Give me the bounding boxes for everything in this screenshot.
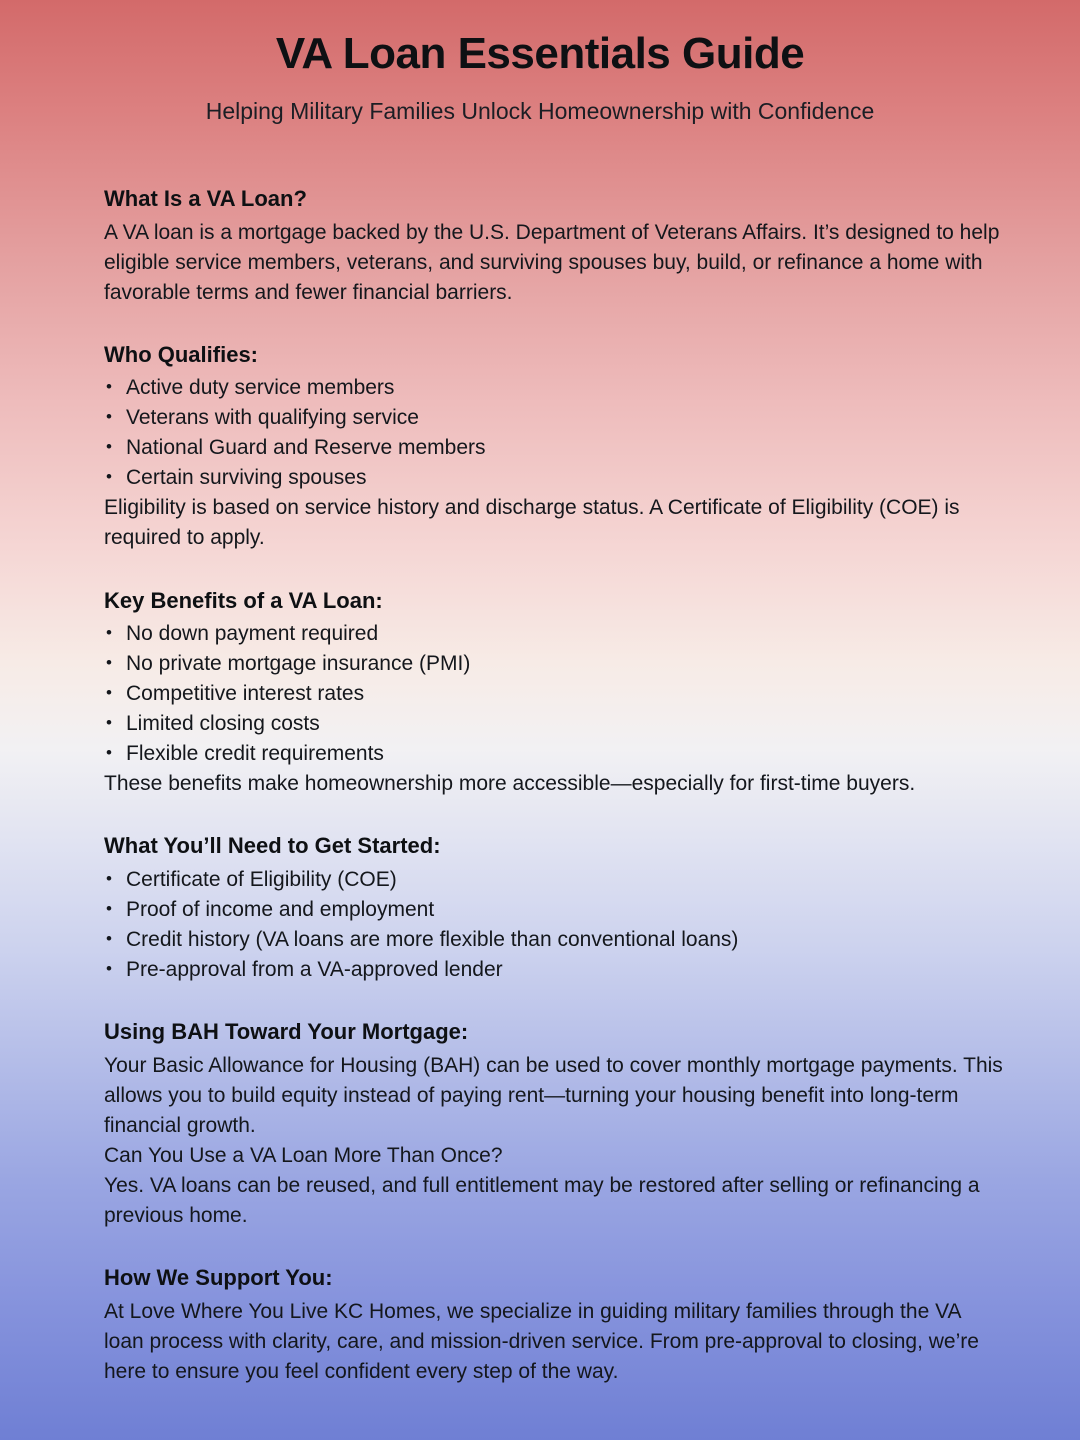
section-heading: Who Qualifies: <box>104 341 258 367</box>
section-what-is-a-va-loan <box>104 184 1004 308</box>
section-heading: What Is a VA Loan? <box>104 185 307 211</box>
page-subtitle: Helping Military Families Unlock Homeownership with Confidence <box>205 98 875 125</box>
document-header <box>0 0 1080 126</box>
list-item: • Flexible credit requirements <box>104 739 1004 769</box>
section-subquestion: Can You Use a VA Loan More Than Once? <box>104 1143 503 1167</box>
section-heading: Using BAH Toward Your Mortgage: <box>104 1019 469 1045</box>
section-how-we-support-you <box>104 1263 1004 1387</box>
list-item: • National Guard and Reserve members <box>104 433 1004 463</box>
section-heading: How We Support You: <box>104 1264 333 1290</box>
bullet-list <box>104 373 1004 493</box>
section-paragraph: At Love Where You Live KC Homes, we specialize in guiding military families through the VA loan process with clarity, care, and mission-driven service. From pre-approval to closing, we’re here to ensure you feel confident every step of the way. <box>104 1299 979 1383</box>
list-item: • Proof of income and employment <box>104 895 1004 925</box>
section-paragraph: These benefits make homeownership more accessible—especially for first-time buyers. <box>104 772 916 796</box>
list-item: • Certain surviving spouses <box>104 463 1004 493</box>
section-who-qualifies <box>104 340 1004 554</box>
section-heading: What You’ll Need to Get Started: <box>104 833 441 859</box>
section-what-youll-need <box>104 831 1004 985</box>
section-subanswer: Yes. VA loans can be reused, and full entitlement may be restored after selling or refinancing a previous home. <box>104 1173 980 1227</box>
list-item: • Active duty service members <box>104 373 1004 403</box>
section-key-benefits <box>104 586 1004 800</box>
section-paragraph: A VA loan is a mortgage backed by the U.S. Department of Veterans Affairs. It’s designed to help eligible service members, veterans, and surviving spouses buy, build, or refinance a home with favorable terms and fewer financial barriers. <box>104 220 1000 304</box>
list-item: • No private mortgage insurance (PMI) <box>104 649 1004 679</box>
list-item: • Credit history (VA loans are more flexible than conventional loans) <box>104 925 1004 955</box>
bullet-list <box>104 619 1004 769</box>
list-item: • Competitive interest rates <box>104 679 1004 709</box>
section-paragraph: Your Basic Allowance for Housing (BAH) can be used to cover monthly mortgage payments. This allows you to build equity instead of paying rent—turning your housing benefit into long-term financial growth. <box>104 1053 1003 1137</box>
section-using-bah <box>104 1017 1004 1231</box>
list-item: • Certificate of Eligibility (COE) <box>104 865 1004 895</box>
document-content <box>0 126 1080 1387</box>
section-heading: Key Benefits of a VA Loan: <box>104 587 383 613</box>
list-item: • Limited closing costs <box>104 709 1004 739</box>
bullet-list <box>104 865 1004 985</box>
section-paragraph: Eligibility is based on service history and discharge status. A Certificate of Eligibility (COE) is required to apply. <box>104 496 960 550</box>
list-item: • Veterans with qualifying service <box>104 403 1004 433</box>
list-item: • No down payment required <box>104 619 1004 649</box>
list-item: • Pre-approval from a VA-approved lender <box>104 955 1004 985</box>
page-title: VA Loan Essentials Guide <box>275 29 805 78</box>
